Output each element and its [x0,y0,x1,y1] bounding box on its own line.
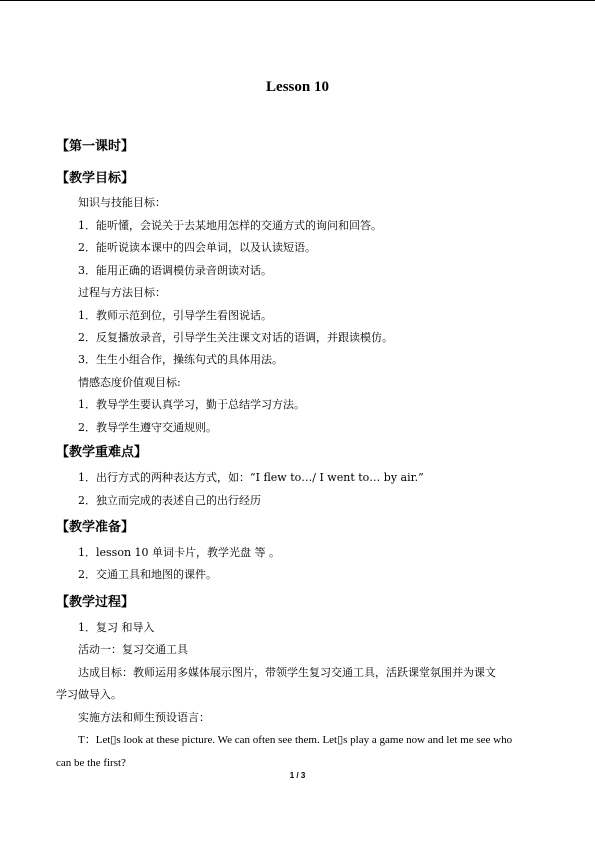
heading-first-lesson: 【第一课时】 [56,139,135,154]
emotion-item-2: 2．教导学生遵守交通规则。 [78,421,217,434]
process-item-2: 2．反复播放录音，引导学生关注课文对话的语调，并跟读模仿。 [78,331,393,344]
method-label: 实施方法和师生预设语言： [78,711,210,724]
achievement-goal-line-2: 学习做导入。 [56,688,122,701]
top-rule [0,0,595,1]
key-point-1: 1．出行方式的两种表达方式，如：“I flew to…/ I went to… by air.” [78,471,424,484]
knowledge-item-2: 2．能听说读本课中的四会单词，以及认读短语。 [78,241,316,254]
emotion-label: 情感态度价值观目标: [78,376,181,389]
achievement-goal-line-1: 达成目标：教师运用多媒体展示图片，带领学生复习交通工具，活跃课堂氛围并为课文 [78,666,496,679]
heading-teaching-goals: 【教学目标】 [56,171,135,186]
knowledge-item-1: 1．能听懂，会说关于去某地用怎样的交通方式的询问和回答。 [78,219,382,232]
knowledge-label: 知识与技能目标： [78,196,166,209]
process-step-1: 1．复习 和导入 [78,621,155,634]
page-number: 1 / 3 [289,771,306,780]
knowledge-item-3: 3．能用正确的语调模仿录音朗读对话。 [78,264,272,277]
preparation-item-1: 1．lesson 10 单词卡片，教学光盘 等 。 [78,546,281,559]
page-title: Lesson 10 [266,79,329,95]
heading-preparation: 【教学准备】 [56,520,135,535]
emotion-item-1: 1．教导学生要认真学习，勤于总结学习方法。 [78,398,305,411]
heading-process: 【教学过程】 [56,595,135,610]
teacher-line-1: T：Let▯s look at these picture. We can often see them. Let▯s play a game now and let me see who [78,734,513,746]
teacher-line-2: can be the first? [56,757,126,769]
heading-key-points: 【教学重难点】 [56,445,148,460]
process-item-3: 3．生生小组合作，操练句式的具体用法。 [78,353,283,366]
key-point-2: 2．独立而完成的表述自己的出行经历 [78,494,261,507]
preparation-item-2: 2．交通工具和地图的课件。 [78,568,217,581]
process-label: 过程与方法目标： [78,286,166,299]
process-item-1: 1．教师示范到位，引导学生看图说话。 [78,309,272,322]
activity-1: 活动一：复习交通工具 [78,643,188,656]
